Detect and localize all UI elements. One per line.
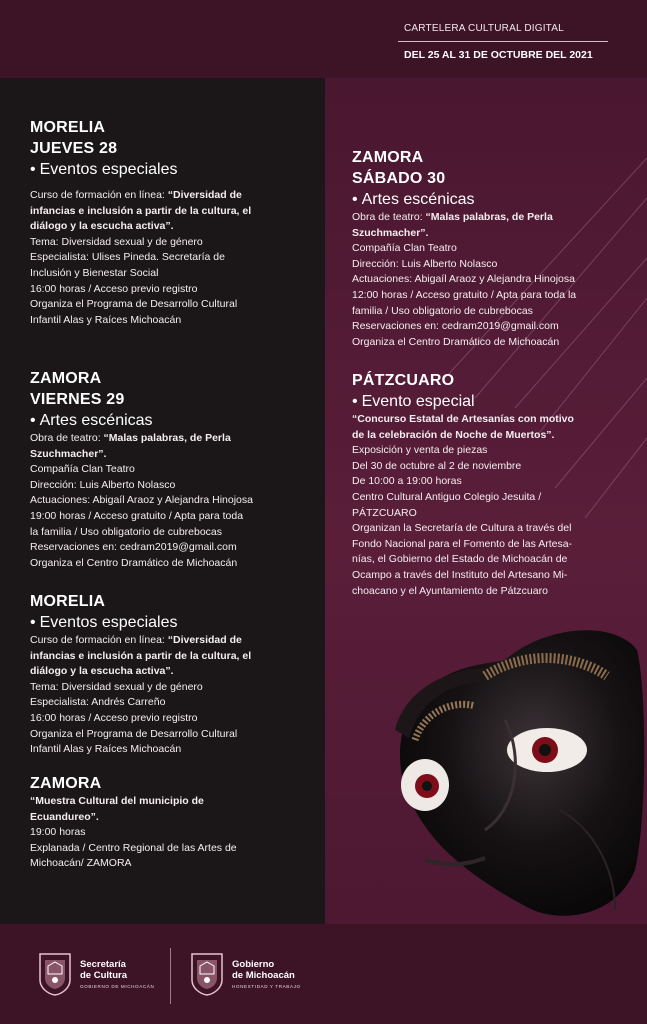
event-line: Compañía Clan Teatro xyxy=(30,463,135,476)
coat-of-arms-icon xyxy=(190,952,224,996)
city-heading: PÁTZCUARO xyxy=(352,372,455,389)
event-line: infancias e inclusión a partir de la cultura, el xyxy=(30,204,252,217)
event-line: diálogo y la escucha activa”. xyxy=(30,220,174,233)
event-line: Obra de teatro: “Malas palabras, de Perla xyxy=(352,211,553,223)
event-line: infancias e inclusión a partir de la cultura, el xyxy=(30,649,252,662)
footer-divider xyxy=(170,948,171,1004)
event-line: choacano y el Ayuntamiento de Pátzcuaro xyxy=(352,584,548,597)
event-line: Exposición y venta de piezas xyxy=(352,444,488,457)
logo-gobierno-michoacan xyxy=(190,952,301,996)
event-line: Tema: Diversidad sexual y de género xyxy=(30,680,203,693)
event-line: Ocampo a través del Instituto del Artesano Mi- xyxy=(352,568,568,581)
event-line: Organizan la Secretaría de Cultura a través del xyxy=(352,522,572,535)
coat-of-arms-icon xyxy=(38,952,72,996)
event-line: Actuaciones: Abigaíl Araoz y Alejandra Hinojosa xyxy=(352,273,575,286)
logo-name: de Michoacán xyxy=(232,970,295,981)
event-line: 19:00 horas / Acceso gratuito / Apta para toda xyxy=(30,509,244,522)
event-line: Infantil Alas y Raíces Michoacán xyxy=(30,313,182,326)
event-line: diálogo y la escucha activa”. xyxy=(30,665,174,678)
header-dates: DEL 25 AL 31 DE OCTUBRE DEL 2021 xyxy=(404,49,593,61)
category-heading: • Eventos especiales xyxy=(30,161,178,178)
event-line: la familia / Uso obligatorio de cubrebocas xyxy=(30,525,223,538)
logo-secretaria-cultura xyxy=(38,952,154,996)
event-zamora-sabado xyxy=(352,147,576,350)
event-line: Del 30 de octubre al 2 de noviembre xyxy=(352,459,522,472)
event-line: de la celebración de Noche de Muertos”. xyxy=(352,428,555,441)
event-line: Organiza el Centro Dramático de Michoacán xyxy=(352,335,560,348)
day-heading: VIERNES 29 xyxy=(30,391,125,408)
event-line: “Muestra Cultural del municipio de xyxy=(30,795,204,807)
event-line: Organiza el Programa de Desarrollo Cultural xyxy=(30,298,238,311)
event-patzcuaro xyxy=(352,370,574,599)
event-line: Curso de formación en línea: “Diversidad de xyxy=(30,189,242,201)
event-line: Curso de formación en línea: “Diversidad de xyxy=(30,634,242,646)
logo-name: Secretaría xyxy=(80,959,126,970)
event-line: De 10:00 a 19:00 horas xyxy=(352,475,462,488)
category-heading: • Artes escénicas xyxy=(30,412,153,429)
city-heading: ZAMORA xyxy=(30,775,102,792)
event-zamora-viernes xyxy=(30,368,253,571)
event-line: PÁTZCUARO xyxy=(352,506,417,519)
header-divider xyxy=(398,41,608,42)
mask-illustration xyxy=(385,620,647,924)
event-line: Ecuandureo”. xyxy=(30,810,99,823)
event-morelia-jueves xyxy=(30,117,251,328)
event-line: Dirección: Luis Alberto Nolasco xyxy=(30,478,176,491)
logo-name: Gobierno xyxy=(232,959,275,970)
event-line: 19:00 horas xyxy=(30,826,86,839)
event-line: familia / Uso obligatorio de cubrebocas xyxy=(352,304,533,317)
event-line: Szuchmacher”. xyxy=(352,226,429,239)
event-line: Compañía Clan Teatro xyxy=(352,242,457,255)
event-line: “Concurso Estatal de Artesanías con motivo xyxy=(352,413,574,425)
category-heading: • Eventos especiales xyxy=(30,614,178,631)
event-line: Especialista: Ulises Pineda. Secretaría de xyxy=(30,251,225,264)
event-line: Michoacán/ ZAMORA xyxy=(30,857,132,870)
event-line: Actuaciones: Abigaíl Araoz y Alejandra Hinojosa xyxy=(30,494,253,507)
event-line: 16:00 horas / Acceso previo registro xyxy=(30,282,198,295)
event-line: Obra de teatro: “Malas palabras, de Perla xyxy=(30,432,231,444)
event-line: Reservaciones en: cedram2019@gmail.com xyxy=(352,320,559,333)
logo-tagline: HONESTIDAD Y TRABAJO xyxy=(232,984,301,989)
event-zamora-ecuandureo xyxy=(30,773,237,872)
city-heading: ZAMORA xyxy=(352,149,424,166)
city-heading: MORELIA xyxy=(30,119,106,136)
logo-name: de Cultura xyxy=(80,970,127,981)
category-heading: • Evento especial xyxy=(352,393,475,410)
event-line: Reservaciones en: cedram2019@gmail.com xyxy=(30,541,237,554)
day-heading: JUEVES 28 xyxy=(30,140,118,157)
event-line: Szuchmacher”. xyxy=(30,447,107,460)
city-heading: MORELIA xyxy=(30,593,106,610)
header-label: CARTELERA CULTURAL DIGITAL xyxy=(404,23,564,34)
event-line: Explanada / Centro Regional de las Artes de xyxy=(30,841,237,854)
logo-tagline: GOBIERNO DE MICHOACÁN xyxy=(80,984,155,989)
day-heading: SÁBADO 30 xyxy=(352,170,446,187)
event-line: 16:00 horas / Acceso previo registro xyxy=(30,711,198,724)
category-heading: • Artes escénicas xyxy=(352,191,475,208)
event-line: Organiza el Centro Dramático de Michoacán xyxy=(30,556,238,569)
event-line: Dirección: Luis Alberto Nolasco xyxy=(352,257,498,270)
event-line: Tema: Diversidad sexual y de género xyxy=(30,235,203,248)
event-line: Infantil Alas y Raíces Michoacán xyxy=(30,743,182,756)
event-line: Fondo Nacional para el Fomento de las Artesa- xyxy=(352,537,573,550)
event-line: Especialista: Andrés Carreño xyxy=(30,696,166,709)
event-line: nías, el Gobierno del Estado de Michoacán de xyxy=(352,553,568,566)
event-line: Organiza el Programa de Desarrollo Cultural xyxy=(30,727,238,740)
event-morelia-2 xyxy=(30,591,251,758)
event-line: Centro Cultural Antiguo Colegio Jesuita / xyxy=(352,490,542,503)
event-line: Inclusión y Bienestar Social xyxy=(30,266,159,279)
event-line: 12:00 horas / Acceso gratuito / Apta para toda la xyxy=(352,288,577,301)
city-heading: ZAMORA xyxy=(30,370,102,387)
header-band xyxy=(0,0,647,78)
